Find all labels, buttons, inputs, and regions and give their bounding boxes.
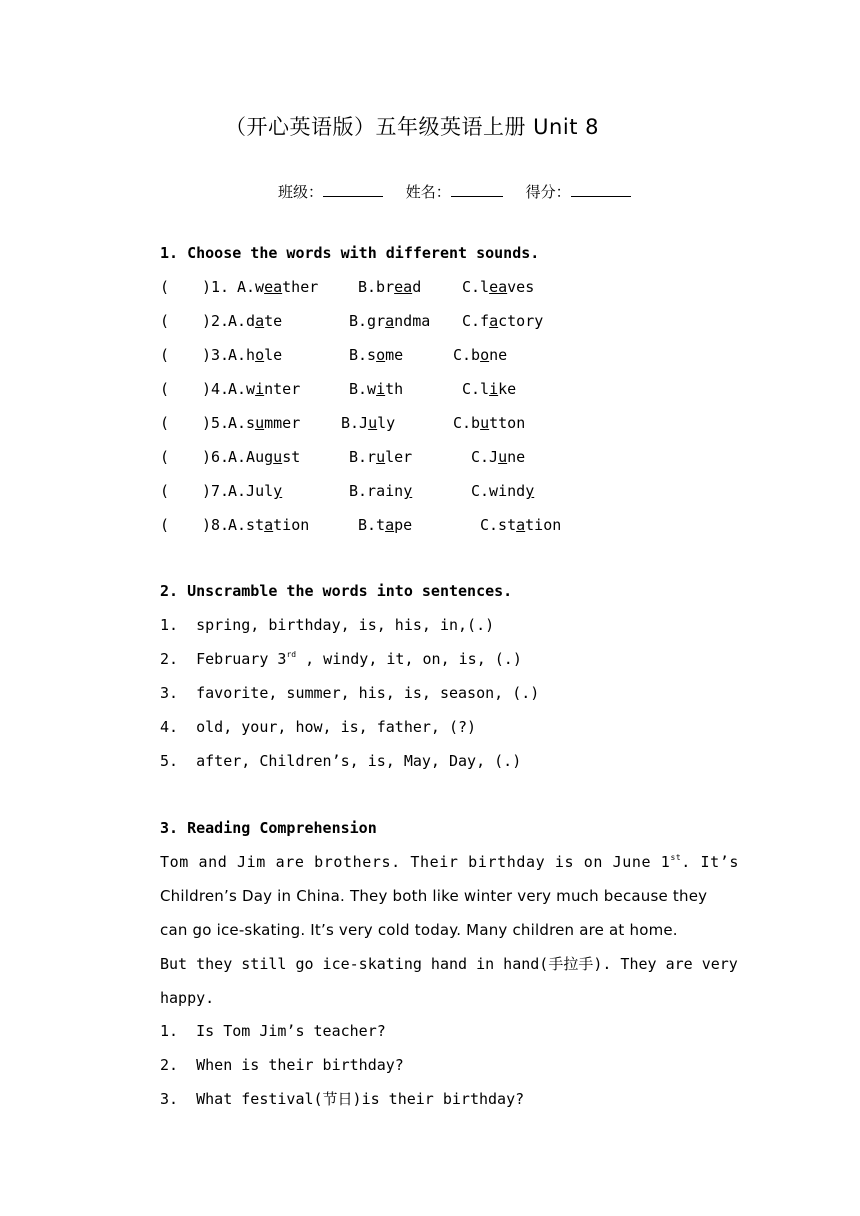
section3-heading: 3. Reading Comprehension xyxy=(160,819,377,837)
option-text: A.Jul xyxy=(228,482,274,500)
passage-line: can go ice-skating. It’s very cold today. Many children are at home. xyxy=(160,921,678,939)
option-text: C.b xyxy=(453,346,481,364)
item-text: spring, birthday, is, his, in,(.) xyxy=(196,616,495,634)
class-label: 班级： xyxy=(278,183,324,201)
option-text: B.r xyxy=(349,448,377,466)
underlined-letters: ea xyxy=(489,278,508,296)
underlined-letters: a xyxy=(516,516,526,534)
answer-paren: ( xyxy=(160,516,170,534)
option-text: ne xyxy=(507,448,526,466)
underlined-letters: i xyxy=(255,380,265,398)
class-blank[interactable] xyxy=(323,181,383,197)
option-text: A.d xyxy=(228,312,256,330)
question-number: 2. xyxy=(160,1056,179,1074)
underlined-letters: o xyxy=(480,346,490,364)
underlined-letters: o xyxy=(376,346,386,364)
option-b xyxy=(358,515,412,535)
option-text: me xyxy=(385,346,404,364)
question-text: When is their birthday? xyxy=(196,1056,404,1074)
question-text: Is Tom Jim’s teacher? xyxy=(196,1022,386,1040)
name-blank[interactable] xyxy=(451,181,503,197)
passage-line: Children’s Day in China. They both like winter very much because they xyxy=(160,887,708,905)
passage-line: happy. xyxy=(160,989,215,1007)
option-text: ne xyxy=(489,346,508,364)
option-text: ly xyxy=(377,414,396,432)
option-text: B.br xyxy=(358,278,395,296)
passage-text: . It’s xyxy=(681,853,740,871)
option-text: nter xyxy=(264,380,301,398)
option-b xyxy=(349,311,430,331)
option-b xyxy=(349,481,412,501)
unscramble-item xyxy=(160,649,522,669)
underlined-letters: u xyxy=(480,414,490,432)
underlined-letters: u xyxy=(376,448,386,466)
passage-text: Tom and Jim are brothers. Their birthday is on June 1 xyxy=(160,853,671,871)
option-text: te xyxy=(264,312,283,330)
option-text: d xyxy=(412,278,422,296)
option-text: C.J xyxy=(471,448,499,466)
item-text: , windy, it, on, is, (.) xyxy=(296,650,522,668)
option-text: B.gr xyxy=(349,312,386,330)
option-text: C.st xyxy=(480,516,517,534)
answer-paren: ( xyxy=(160,380,170,398)
underlined-letters: i xyxy=(376,380,386,398)
option-c xyxy=(453,345,507,365)
unscramble-item xyxy=(160,751,521,771)
option-text: ler xyxy=(385,448,413,466)
question-text: What festival(节日)is their birthday? xyxy=(196,1090,525,1108)
question-number: 3. xyxy=(160,1090,179,1108)
option-c xyxy=(462,277,534,297)
item-text: February 3 xyxy=(196,650,287,668)
underlined-letters: u xyxy=(368,414,378,432)
underlined-letters: u xyxy=(255,414,265,432)
option-text: tion xyxy=(273,516,310,534)
underlined-letters: a xyxy=(264,516,274,534)
option-text: pe xyxy=(394,516,413,534)
score-blank[interactable] xyxy=(571,181,631,197)
option-b xyxy=(341,413,395,433)
underlined-letters: a xyxy=(385,516,395,534)
page-title: （开心英语版）五年级英语上册 Unit 8 xyxy=(225,115,599,139)
question-number: )4. xyxy=(202,380,230,398)
question-number: )1. xyxy=(202,278,230,296)
option-text: le xyxy=(264,346,283,364)
option-text: A.w xyxy=(237,278,265,296)
question-number: )5. xyxy=(202,414,230,432)
option-a xyxy=(228,311,282,331)
option-c xyxy=(453,413,525,433)
option-text: B.s xyxy=(349,346,377,364)
option-text: B.J xyxy=(341,414,369,432)
underlined-letters: a xyxy=(385,312,395,330)
underlined-letters: y xyxy=(525,482,535,500)
underlined-letters: a xyxy=(255,312,265,330)
option-c xyxy=(462,379,516,399)
option-text: B.w xyxy=(349,380,377,398)
option-text: A.st xyxy=(228,516,265,534)
item-number: 2. xyxy=(160,650,179,668)
option-text: ther xyxy=(282,278,319,296)
question-number: )6. xyxy=(202,448,230,466)
underlined-letters: i xyxy=(489,380,499,398)
option-c xyxy=(471,481,534,501)
answer-paren: ( xyxy=(160,346,170,364)
unscramble-item xyxy=(160,615,494,635)
question-number: 1. xyxy=(160,1022,179,1040)
score-label: 得分： xyxy=(525,183,571,201)
comprehension-question xyxy=(160,1021,386,1041)
option-b xyxy=(349,447,412,467)
option-text: ctory xyxy=(498,312,544,330)
question-number: )8. xyxy=(202,516,230,534)
passage-line xyxy=(160,852,739,872)
option-text: th xyxy=(385,380,404,398)
question-number: )7. xyxy=(202,482,230,500)
option-text: C.f xyxy=(462,312,490,330)
option-text: mmer xyxy=(264,414,301,432)
item-number: 1. xyxy=(160,616,179,634)
option-b xyxy=(358,277,421,297)
item-number: 3. xyxy=(160,684,179,702)
option-c xyxy=(462,311,543,331)
option-text: tion xyxy=(525,516,562,534)
question-number: )3. xyxy=(202,346,230,364)
ordinal-suffix: st xyxy=(670,853,682,862)
option-text: C.b xyxy=(453,414,481,432)
question-number: )2. xyxy=(202,312,230,330)
option-a xyxy=(228,379,300,399)
item-number: 4. xyxy=(160,718,179,736)
option-text: st xyxy=(282,448,301,466)
option-text: ke xyxy=(498,380,517,398)
comprehension-question xyxy=(160,1055,404,1075)
option-c xyxy=(471,447,525,467)
option-text: A.s xyxy=(228,414,256,432)
underlined-letters: u xyxy=(498,448,508,466)
answer-paren: ( xyxy=(160,278,170,296)
student-info-line xyxy=(278,181,631,202)
option-text: C.wind xyxy=(471,482,526,500)
answer-paren: ( xyxy=(160,448,170,466)
comprehension-question xyxy=(160,1089,524,1109)
option-a xyxy=(228,515,309,535)
underlined-letters: a xyxy=(489,312,499,330)
underlined-letters: o xyxy=(255,346,265,364)
option-a xyxy=(237,277,318,297)
option-b xyxy=(349,379,403,399)
option-a xyxy=(228,481,282,501)
underlined-letters: ea xyxy=(394,278,413,296)
answer-paren: ( xyxy=(160,414,170,432)
unscramble-item xyxy=(160,683,539,703)
underlined-letters: u xyxy=(273,448,283,466)
section2-heading: 2. Unscramble the words into sentences. xyxy=(160,582,513,600)
option-text: ves xyxy=(507,278,535,296)
option-text: A.w xyxy=(228,380,256,398)
passage-line: But they still go ice-skating hand in hand(手拉手). They are very xyxy=(160,955,738,973)
item-text: favorite, summer, his, is, season, (.) xyxy=(196,684,540,702)
option-text: A.h xyxy=(228,346,256,364)
option-text: ndma xyxy=(394,312,431,330)
answer-paren: ( xyxy=(160,482,170,500)
option-text: C.l xyxy=(462,380,490,398)
option-text: tton xyxy=(489,414,526,432)
underlined-letters: y xyxy=(403,482,413,500)
underlined-letters: y xyxy=(273,482,283,500)
option-text: B.rain xyxy=(349,482,404,500)
section1-heading: 1. Choose the words with different sounds. xyxy=(160,244,540,262)
underlined-letters: ea xyxy=(264,278,283,296)
item-number: 5. xyxy=(160,752,179,770)
item-text: old, your, how, is, father, (?) xyxy=(196,718,477,736)
answer-paren: ( xyxy=(160,312,170,330)
unscramble-item xyxy=(160,717,476,737)
option-a xyxy=(228,413,300,433)
ordinal-suffix: rd xyxy=(286,650,297,659)
name-label: 姓名： xyxy=(405,183,451,201)
option-b xyxy=(349,345,403,365)
option-text: C.l xyxy=(462,278,490,296)
option-a xyxy=(228,447,300,467)
option-a xyxy=(228,345,282,365)
option-text: B.t xyxy=(358,516,386,534)
item-text: after, Children’s, is, May, Day, (.) xyxy=(196,752,522,770)
option-text: A.Aug xyxy=(228,448,274,466)
option-c xyxy=(480,515,561,535)
